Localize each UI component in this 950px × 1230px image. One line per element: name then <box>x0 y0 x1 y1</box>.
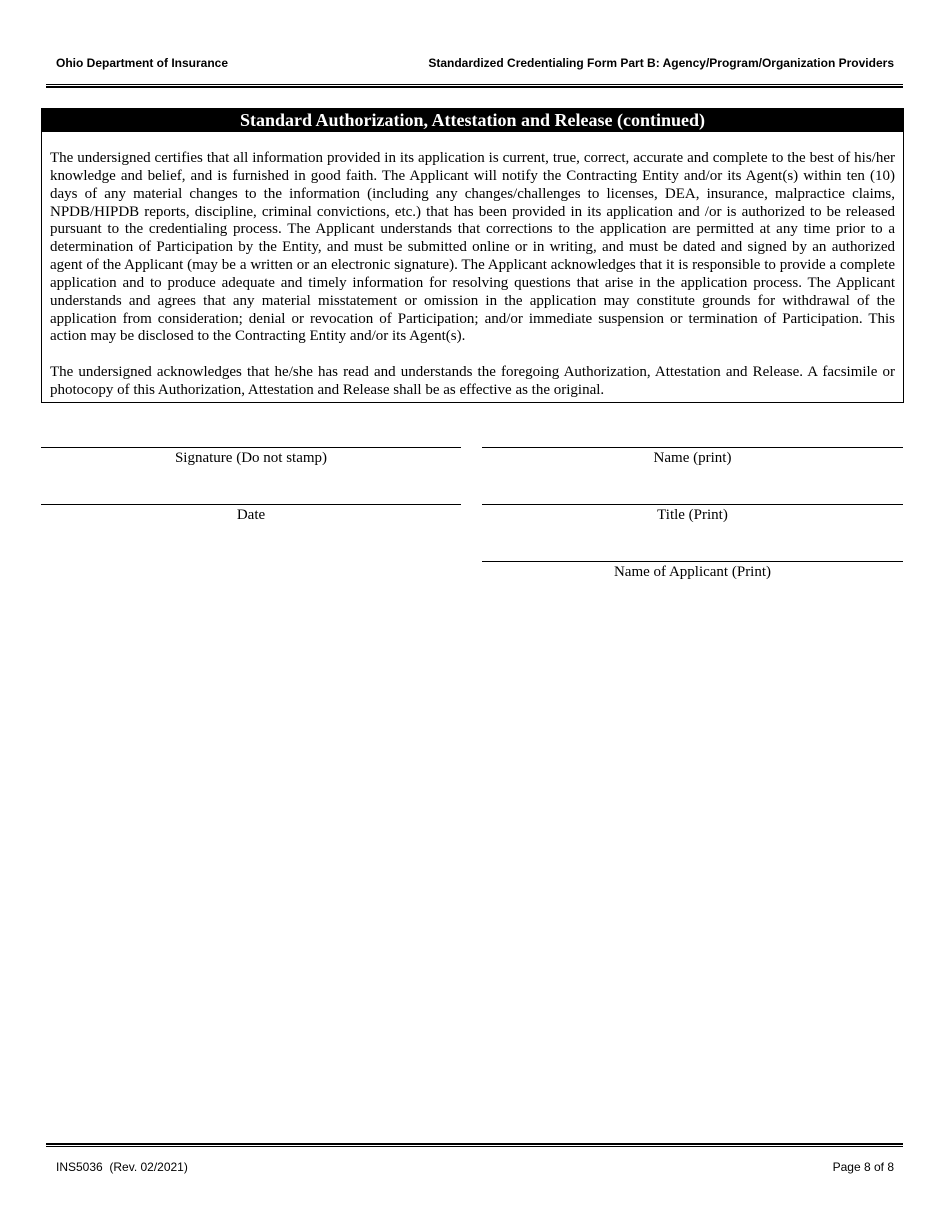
header-divider <box>46 84 903 88</box>
header-organization: Ohio Department of Insurance <box>56 56 229 70</box>
signature-line[interactable] <box>41 447 461 448</box>
section-title: Standard Authorization, Attestation and Release (continued) <box>42 109 903 132</box>
certification-paragraph: The undersigned certifies that all information provided in its application is current, true, correct, accurate and complete to the best of his/her knowledge and belief, and is furnished in good faith. The Applicant will notify the Contracting Entity and/or its Agent(s) within ten (10) days of any material changes to the information (including any changes/challenges to licenses, DEA, insurance, malpractice claims, NPDB/HIPDB reports, discipline, criminal convictions, etc.) that has been provided in its application and /or is authorized to be released pursuant to the credentialing process. The Applicant understands that corrections to the application are permitted at any time prior to a determination of Participation by the Entity, and must be submitted online or in writing, and must be dated and signed by an authorized agent of the Applicant (may be a written or an electronic signature). The Applicant acknowledges that it is responsible to provide a complete application and to produce adequate and timely information for resolving questions that arise in the application process. The Applicant understands and agrees that any material misstatement or omission in the application may constitute grounds for withdrawal of the application from consideration; denial or revocation of Participation; and/or immediate suspension or termination of Participation. This action may be disclosed to the Contracting Entity and/or its Agent(s). <box>50 150 895 345</box>
header-form-title: Standardized Credentialing Form Part B: Agency/Program/Organization Providers <box>428 56 894 70</box>
applicant-name-line[interactable] <box>482 561 903 562</box>
date-label: Date <box>236 507 266 523</box>
applicant-name-label: Name of Applicant (Print) <box>613 564 772 580</box>
acknowledgement-paragraph: The undersigned acknowledges that he/she has read and understands the foregoing Authorization, Attestation and Release. A facsimile or photocopy of this Authorization, Attestation and Release shall be as effective as the original. <box>50 364 895 399</box>
name-line[interactable] <box>482 447 903 448</box>
footer-form-number: INS5036 (Rev. 02/2021) <box>56 1160 188 1174</box>
authorization-section <box>41 108 904 403</box>
signature-label: Signature (Do not stamp) <box>174 450 328 466</box>
footer-page-number: Page 8 of 8 <box>832 1160 894 1174</box>
title-line[interactable] <box>482 504 903 505</box>
footer-divider <box>46 1143 903 1147</box>
date-line[interactable] <box>41 504 461 505</box>
name-label: Name (print) <box>653 450 732 466</box>
title-label: Title (Print) <box>657 507 728 523</box>
